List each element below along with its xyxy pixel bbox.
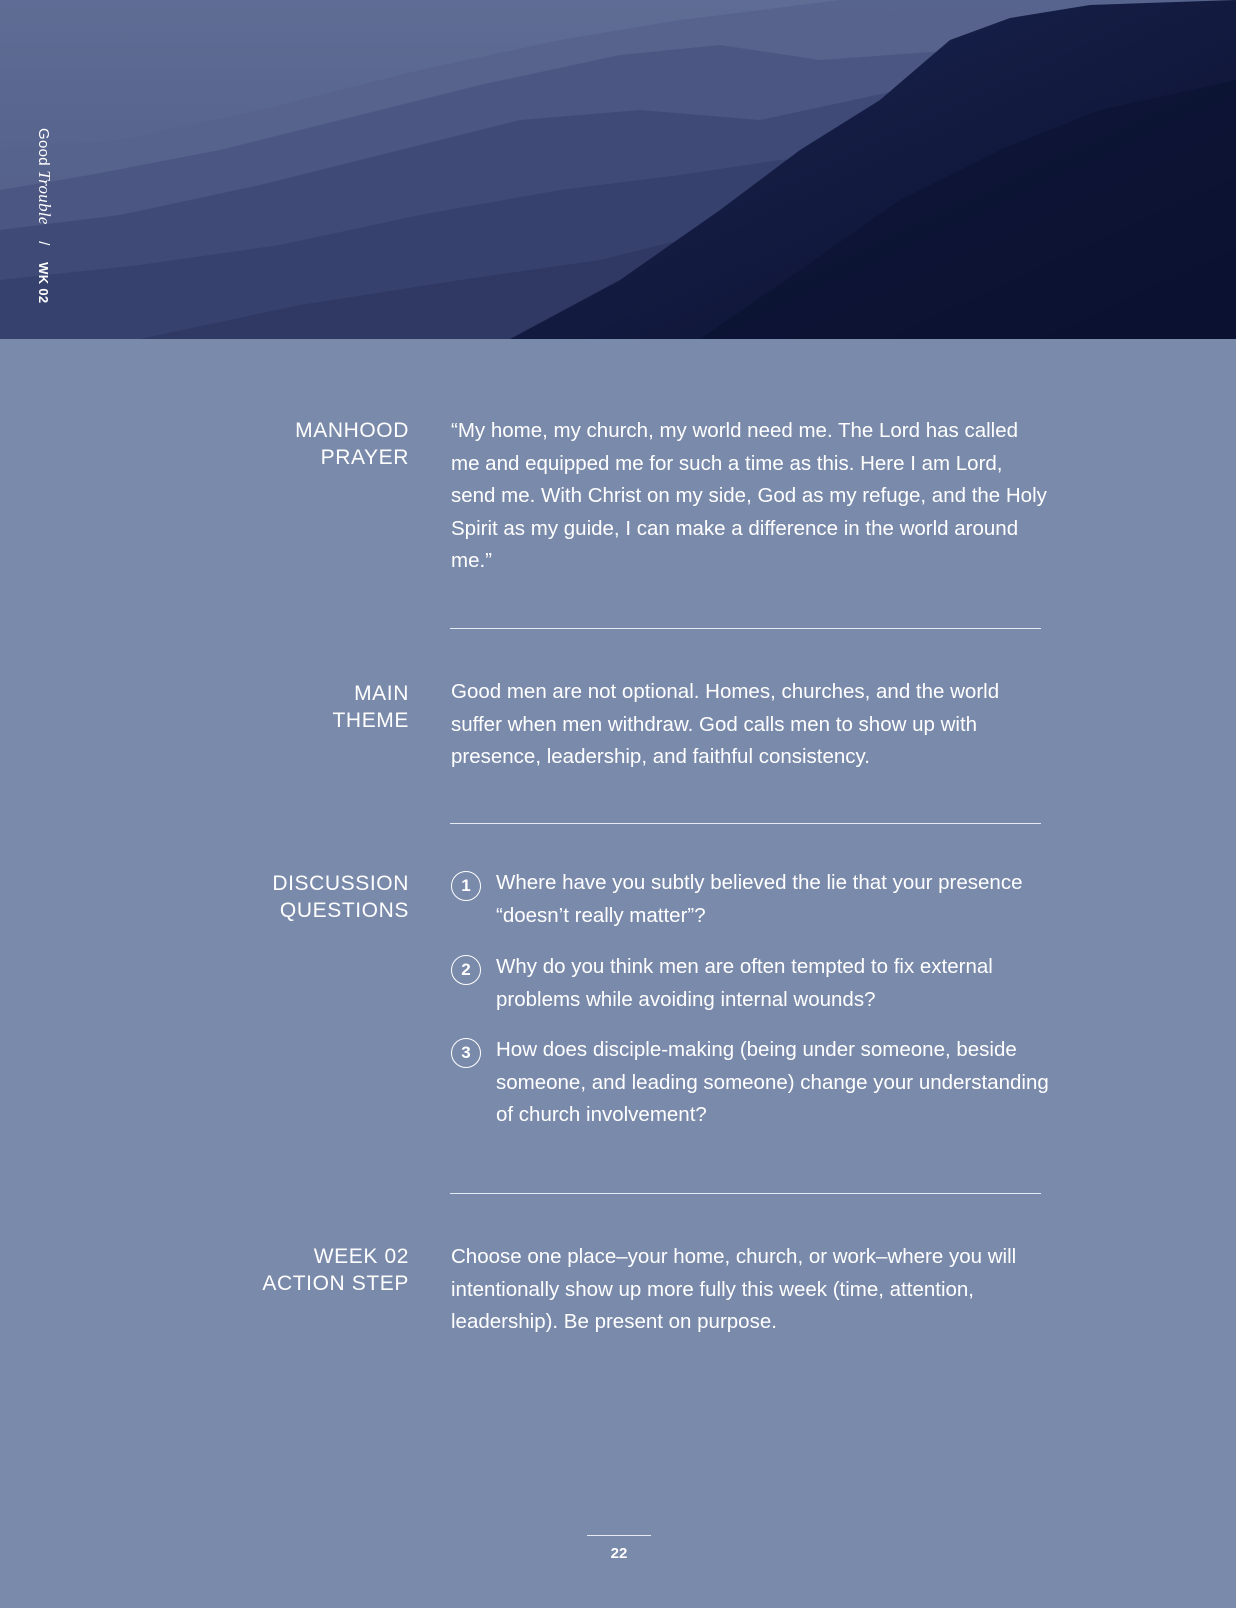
question-text: How does disciple-making (being under someone, beside someone, and leading someone) change your understanding of church involvement? <box>496 1038 1049 1126</box>
document-title <box>34 128 54 303</box>
section-label-theme <box>149 680 409 734</box>
title-regular: Good <box>35 128 52 166</box>
section-label-discussion <box>149 870 409 924</box>
section-label-prayer <box>149 417 409 471</box>
question-text: Why do you think men are often tempted to fix external problems while avoiding internal wounds? <box>496 955 993 1011</box>
page-number: 22 <box>610 1545 628 1562</box>
page-number-rule <box>587 1535 651 1536</box>
mountain-landscape-illustration <box>0 0 1236 339</box>
question-number-badge: 1 <box>451 871 481 901</box>
label-line: MAIN <box>354 682 409 705</box>
action-text: Choose one place–your home, church, or work–where you will intentionally show up more fully this week (time, attention, leadership). Be present on purpose. <box>451 1245 1017 1333</box>
theme-text: Good men are not optional. Homes, churches, and the world suffer when men withdraw. God calls men to show up with presence, leadership, and faithful consistency. <box>451 680 1000 768</box>
title-italic: Trouble <box>35 170 54 225</box>
title-separator: / <box>35 241 52 246</box>
label-line: PRAYER <box>320 446 409 469</box>
prayer-text: “My home, my church, my world need me. The Lord has called me and equipped me for such a time as this. Here I am Lord, send me. With Christ on my side, God as my refuge, and the Holy Spirit as my guide, I can make a difference in the world around me.” <box>451 419 1047 572</box>
section-divider <box>450 1193 1041 1194</box>
label-line: DISCUSSION <box>272 872 409 895</box>
section-divider <box>450 823 1041 824</box>
label-line: THEME <box>332 709 409 732</box>
label-line: QUESTIONS <box>279 899 409 922</box>
label-line: ACTION STEP <box>262 1272 409 1295</box>
question-text: Where have you subtly believed the lie that your presence “doesn’t really matter”? <box>496 871 1023 927</box>
week-label: WK 02 <box>36 262 51 304</box>
label-line: MANHOOD <box>295 419 409 442</box>
label-line: WEEK 02 <box>313 1245 409 1268</box>
section-divider <box>450 628 1041 629</box>
question-number-badge: 3 <box>451 1038 481 1068</box>
section-label-action <box>149 1243 409 1297</box>
hero-image <box>0 0 1236 339</box>
question-number-badge: 2 <box>451 955 481 985</box>
